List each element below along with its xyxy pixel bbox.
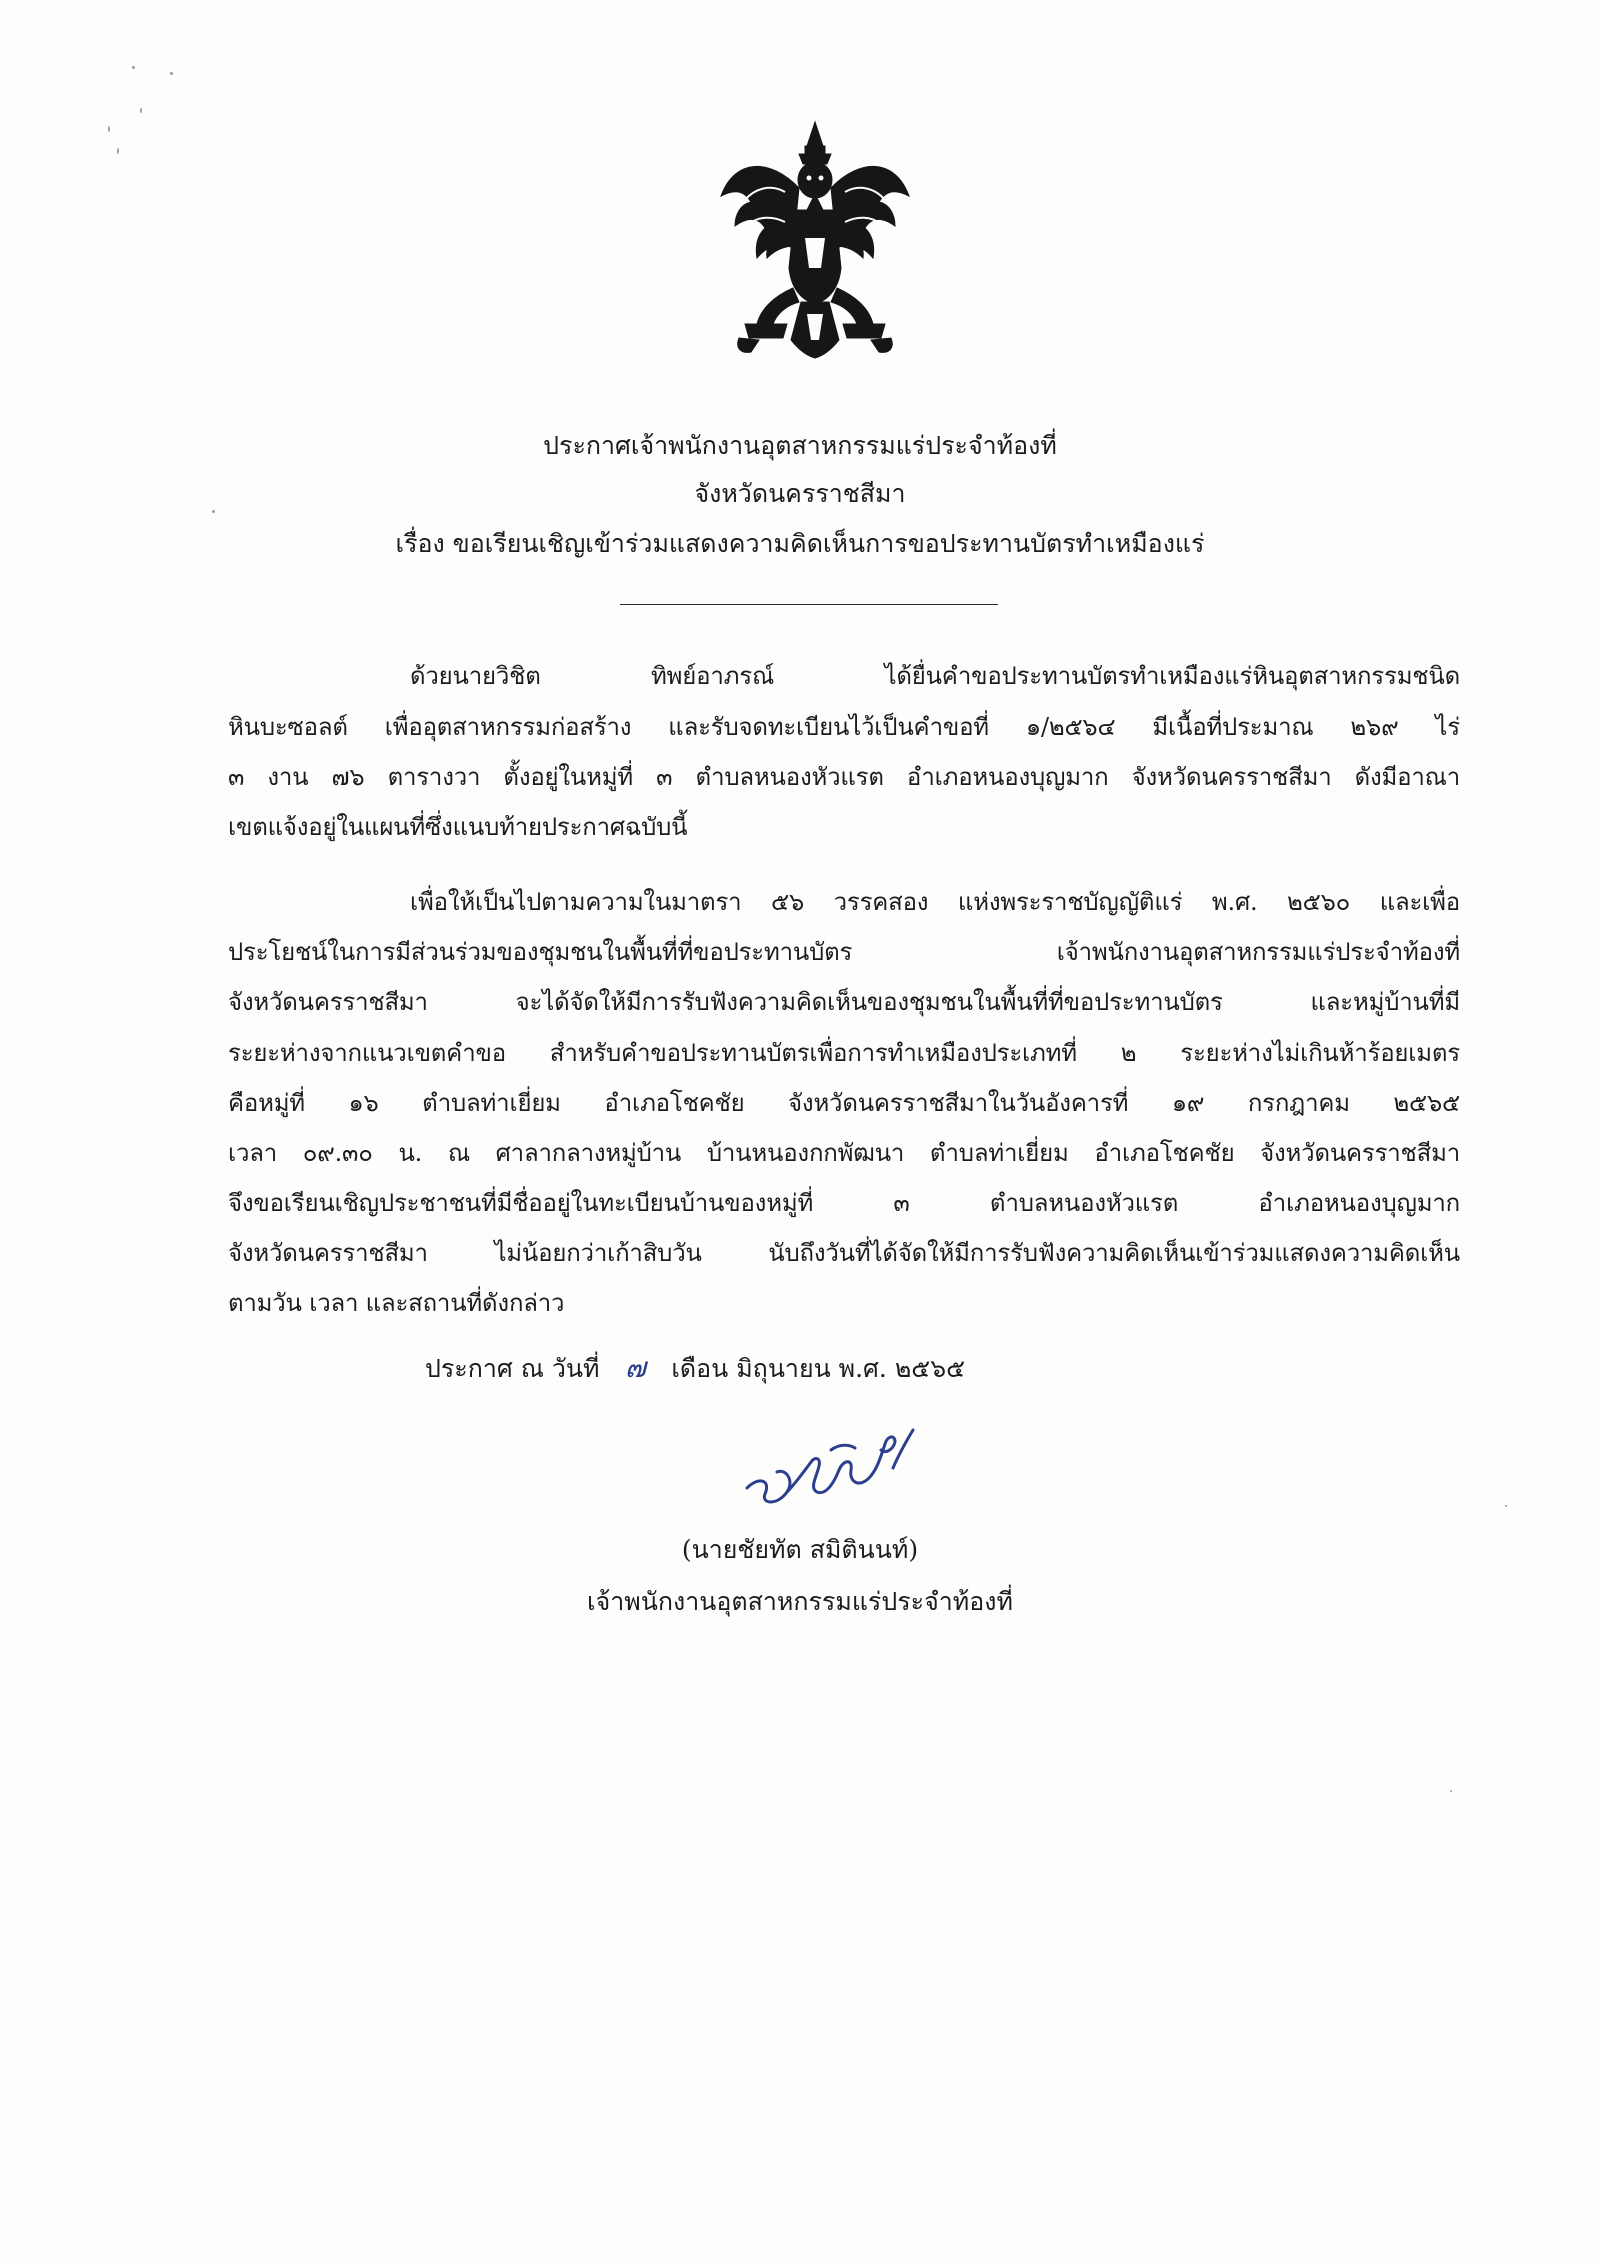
scan-speck (140, 108, 142, 113)
scan-speck (170, 72, 173, 75)
signature-icon (735, 1410, 935, 1520)
scan-speck (132, 66, 135, 69)
paragraph-2-line: ประโยชน์ในการมีส่วนร่วมของชุมชนในพื้นที่ที่ขอประทานบัตร เจ้าพนักงานอุตสาหกรรมแร่ประจำท้องที่ (228, 938, 1460, 966)
announcement-title: ประกาศเจ้าพนักงานอุตสาหกรรมแร่ประจำท้องที่ (543, 431, 1057, 460)
paragraph-1-line: ๓ งาน ๗๖ ตารางวา ตั้งอยู่ในหมู่ที่ ๓ ตำบลหนองหัวแรต อำเภอหนองบุญมาก จังหวัดนครราชสีมา ดังมีอาณา (228, 763, 1460, 791)
scan-speck (117, 148, 119, 154)
subject-line: เรื่อง ขอเรียนเชิญเข้าร่วมแสดงความคิดเห็นการขอประทานบัตรทำเหมืองแร่ (395, 529, 1205, 558)
signer-name: (นายชัยทัต สมิตินนท์) (681, 1535, 919, 1564)
header-divider (620, 604, 998, 605)
paragraph-2-line: คือหมู่ที่ ๑๖ ตำบลท่าเยี่ยม อำเภอโชคชัย จังหวัดนครราชสีมาในวันอังคารที่ ๑๙ กรกฎาคม ๒๕๖๕ (228, 1089, 1460, 1117)
announcement-date (425, 1348, 965, 1389)
garuda-emblem-icon (715, 118, 915, 368)
paragraph-1-line: ด้วยนายวิชิต ทิพย์อาภรณ์ ได้ยื่นคำขอประทานบัตรทำเหมืองแร่หินอุตสาหกรรมชนิด (410, 662, 1460, 690)
province-title: จังหวัดนครราชสีมา (694, 479, 906, 508)
scan-speck (1450, 1790, 1452, 1792)
paragraph-1-line: เขตแจ้งอยู่ในแผนที่ซึ่งแนบท้ายประกาศฉบับนี้ (228, 813, 688, 841)
scan-speck (108, 126, 110, 132)
date-day-handwritten: ๗ (624, 1351, 646, 1384)
paragraph-2-line: จังหวัดนครราชสีมา จะได้จัดให้มีการรับฟังความคิดเห็นของชุมชนในพื้นที่ที่ขอประทานบัตร และหมู่บ้านที่มี (228, 988, 1460, 1016)
paragraph-2-line: เวลา ๐๙.๓๐ น. ณ ศาลากลางหมู่บ้าน บ้านหนองกกพัฒนา ตำบลท่าเยี่ยม อำเภอโชคชัย จังหวัดนครราชสีมา (228, 1139, 1460, 1167)
paragraph-2-line: จังหวัดนครราชสีมา ไม่น้อยกว่าเก้าสิบวัน นับถึงวันที่ได้จัดให้มีการรับฟังความคิดเห็นเข้าร่วมแสดงความคิดเห็น (228, 1239, 1460, 1267)
date-prefix: ประกาศ ณ วันที่ (425, 1354, 600, 1383)
signer-position: เจ้าพนักงานอุตสาหกรรมแร่ประจำท้องที่ (587, 1587, 1013, 1616)
paragraph-2-line: จึงขอเรียนเชิญประชาชนที่มีชื่ออยู่ในทะเบียนบ้านของหมู่ที่ ๓ ตำบลหนองหัวแรต อำเภอหนองบุญมาก (228, 1189, 1460, 1217)
paragraph-2-line: ระยะห่างจากแนวเขตคำขอ สำหรับคำขอประทานบัตรเพื่อการทำเหมืองประเภทที่ ๒ ระยะห่างไม่เกินห้าร้อยเมตร (228, 1039, 1460, 1067)
date-suffix: เดือน มิถุนายน พ.ศ. ๒๕๖๕ (671, 1354, 966, 1383)
paragraph-1-line: หินบะซอลต์ เพื่ออุตสาหกรรมก่อสร้าง และรับจดทะเบียนไว้เป็นคำขอที่ ๑/๒๕๖๔ มีเนื้อที่ประมาณ ๒๖๙ ไร่ (228, 713, 1460, 741)
paragraph-2-line: เพื่อให้เป็นไปตามความในมาตรา ๕๖ วรรคสอง แห่งพระราชบัญญัติแร่ พ.ศ. ๒๕๖๐ และเพื่อ (410, 888, 1460, 916)
scan-speck (1505, 1505, 1507, 1507)
paragraph-2-line: ตามวัน เวลา และสถานที่ดังกล่าว (228, 1289, 565, 1317)
